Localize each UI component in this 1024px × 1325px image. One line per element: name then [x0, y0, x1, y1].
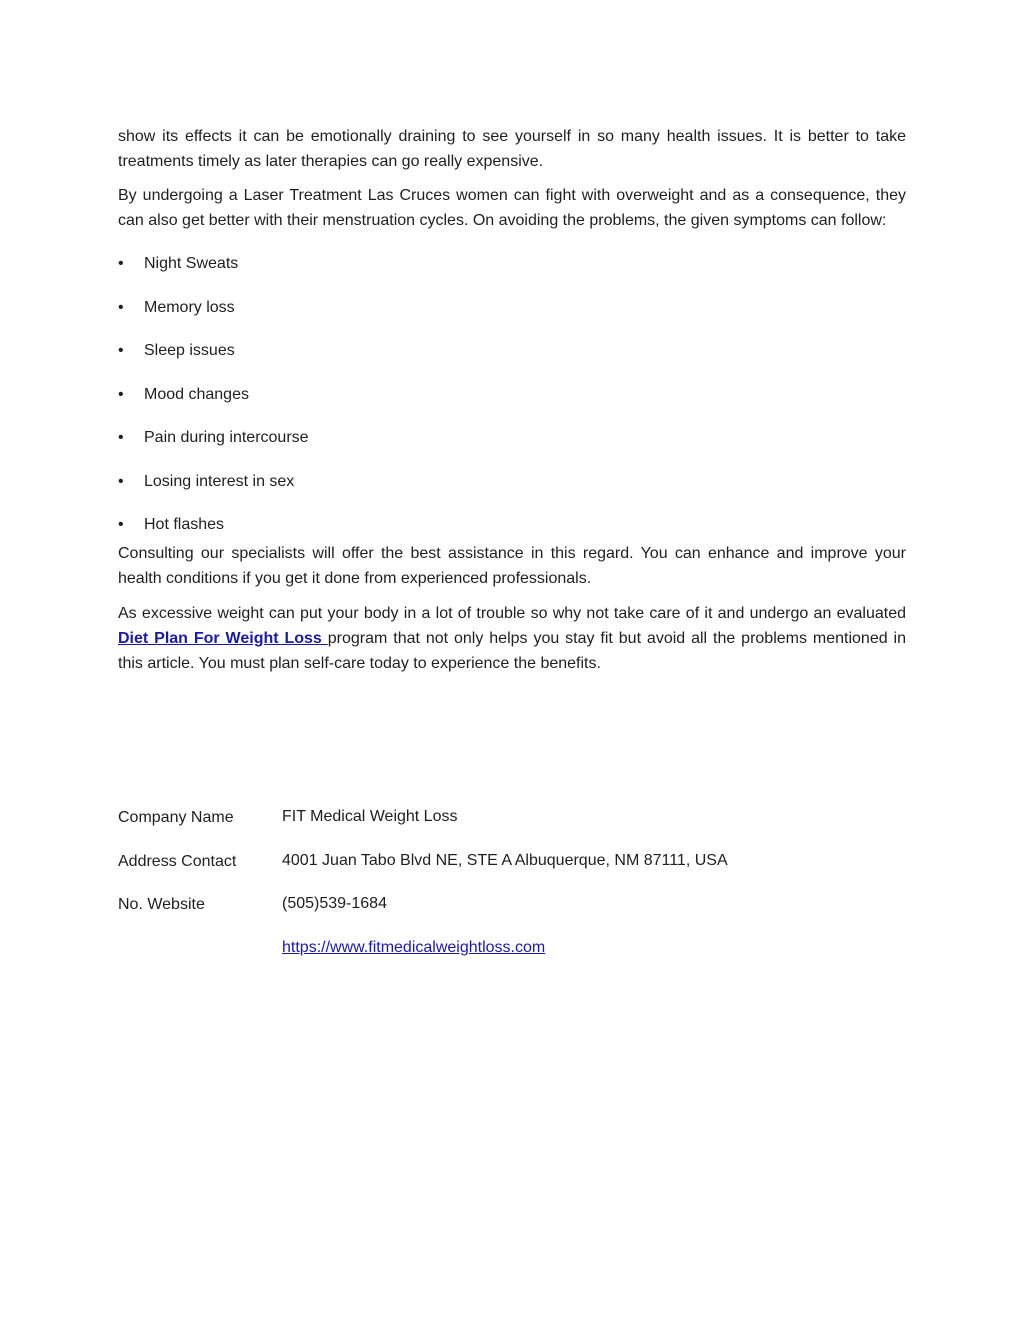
bullet-icon: • [118, 385, 124, 403]
symptom-label: Night Sweats [144, 255, 239, 272]
diet-plan-text-before: As excessive weight can put your body in a lot of trouble so why not take care of it and undergo an evaluated [118, 605, 906, 622]
symptom-label: Pain during intercourse [144, 429, 309, 446]
symptom-label: Memory loss [144, 298, 235, 316]
bullet-icon: • [118, 516, 124, 533]
list-item [118, 469, 906, 494]
company-name-value: FIT Medical Weight Loss [282, 808, 458, 825]
symptom-label: Losing interest in sex [144, 472, 295, 490]
contact-table [118, 804, 906, 978]
symptom-label: Sleep issues [144, 342, 235, 359]
paragraph-diet-plan [118, 601, 906, 676]
list-item [118, 338, 906, 363]
list-item [118, 425, 906, 450]
bullet-icon: • [118, 429, 124, 446]
contact-row-company [118, 804, 906, 848]
bullet-icon: • [118, 255, 124, 272]
contact-row-phone [118, 891, 906, 935]
paragraph-consulting: Consulting our specialists will offer the best assistance in this regard. You can enhance and improve your health conditions if you get it done from experienced professionals. [118, 545, 906, 587]
diet-plan-text-after: program that not only helps you stay fit but avoid all the problems mentioned in this article. You must plan self-care today to experience the benefits. [118, 630, 906, 672]
bullet-icon: • [118, 472, 124, 490]
address-value: 4001 Juan Tabo Blvd NE, STE A Albuquerque, NM 87111, USA [282, 851, 728, 869]
list-item [118, 295, 906, 320]
paragraph-intro: show its effects it can be emotionally draining to see yourself in so many health issues. It is better to take treatments timely as later therapies can go really expensive. [118, 128, 906, 170]
list-item [118, 512, 906, 537]
symptom-label: Mood changes [144, 385, 249, 403]
contact-row-address [118, 848, 906, 892]
symptoms-list [118, 251, 906, 537]
list-item [118, 382, 906, 407]
diet-plan-link[interactable]: Diet Plan For Weight Loss [118, 630, 328, 647]
company-name-label: Company Name [118, 809, 234, 826]
list-item [118, 251, 906, 276]
symptom-label: Hot flashes [144, 516, 225, 533]
phone-value: (505)539-1684 [282, 895, 387, 912]
contact-row-website [118, 935, 906, 979]
phone-label: No. Website [118, 896, 205, 913]
address-label: Address Contact [118, 852, 237, 870]
bullet-icon: • [118, 342, 124, 359]
bullet-icon: • [118, 298, 124, 316]
paragraph-laser-treatment: By undergoing a Laser Treatment Las Cruces women can fight with overweight and as a consequence, they can also get better with their menstruation cycles. On avoiding the problems, the given symptoms can follow: [118, 187, 906, 229]
document-body [118, 124, 906, 686]
website-link[interactable]: https://www.fitmedicalweightloss.com [282, 938, 546, 956]
